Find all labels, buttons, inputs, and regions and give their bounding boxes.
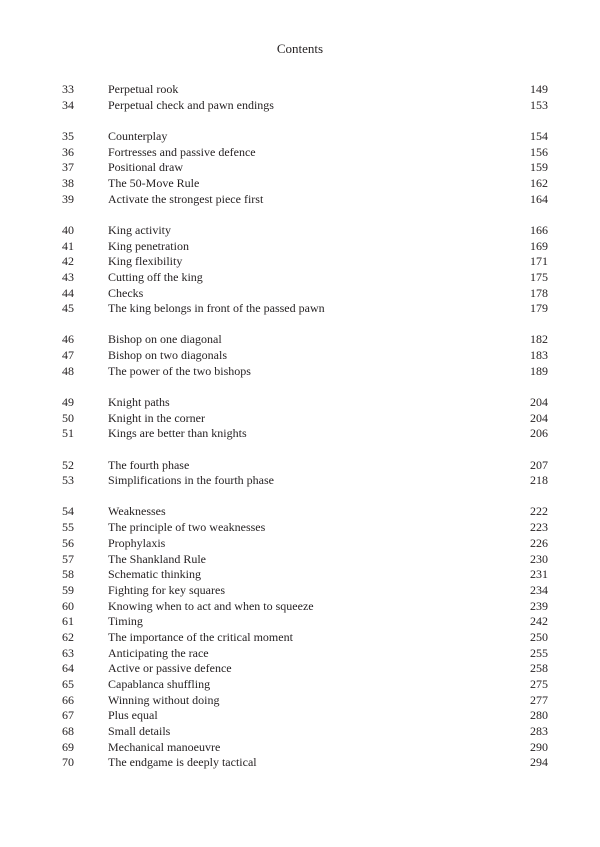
page-number: 283 (530, 724, 548, 739)
toc-entry (0, 176, 600, 192)
chapter-title: Schematic thinking (108, 567, 201, 582)
toc-entry (0, 129, 600, 145)
page-number: 294 (530, 755, 548, 770)
toc-entry (0, 473, 600, 489)
chapter-number: 33 (62, 82, 74, 96)
chapter-title: King penetration (108, 238, 189, 253)
toc-entry (0, 567, 600, 583)
chapter-title: The endgame is deeply tactical (108, 755, 257, 770)
chapter-number: 37 (62, 160, 74, 175)
chapter-number: 56 (62, 535, 74, 550)
page-number: 182 (530, 332, 548, 347)
page-number: 226 (530, 535, 548, 550)
chapter-title: Perpetual rook (108, 82, 179, 96)
page-number: 175 (530, 269, 548, 284)
toc-entry (0, 301, 600, 317)
toc-group (0, 458, 600, 489)
toc-entry (0, 286, 600, 302)
chapter-number: 66 (62, 692, 74, 707)
chapter-number: 43 (62, 269, 74, 284)
chapter-title: Fighting for key squares (108, 582, 225, 597)
page-number: 277 (530, 692, 548, 707)
chapter-number: 64 (62, 661, 74, 676)
chapter-number: 68 (62, 724, 74, 739)
page-number: 156 (530, 144, 548, 159)
page-number: 230 (530, 551, 548, 566)
chapter-title: Cutting off the king (108, 269, 203, 284)
chapter-number: 60 (62, 598, 74, 613)
page-number: 207 (530, 457, 548, 472)
chapter-title: Bishop on two diagonals (108, 348, 227, 363)
chapter-number: 42 (62, 254, 74, 269)
page-number: 231 (530, 567, 548, 582)
toc-entry (0, 239, 600, 255)
chapter-number: 48 (62, 363, 74, 378)
toc-entry (0, 254, 600, 270)
page-number: 258 (530, 661, 548, 676)
toc-group (0, 82, 600, 113)
page-number: 164 (530, 191, 548, 206)
chapter-title: Anticipating the race (108, 645, 209, 660)
page-number: 169 (530, 238, 548, 253)
chapter-number: 54 (62, 504, 74, 519)
page-number: 179 (530, 301, 548, 316)
chapter-title: Active or passive defence (108, 661, 232, 676)
chapter-title: Weaknesses (108, 504, 166, 519)
chapter-number: 50 (62, 410, 74, 425)
chapter-title: The fourth phase (108, 457, 190, 472)
page-number: 178 (530, 285, 548, 300)
toc-entry (0, 192, 600, 208)
toc-entry (0, 504, 600, 520)
chapter-number: 67 (62, 708, 74, 723)
toc-group (0, 129, 600, 207)
chapter-title: Counterplay (108, 128, 168, 143)
page-number: 290 (530, 739, 548, 754)
toc-entry (0, 630, 600, 646)
chapter-number: 52 (62, 457, 74, 472)
chapter-title: The principle of two weaknesses (108, 520, 266, 535)
toc-group (0, 223, 600, 317)
chapter-title: King activity (108, 222, 171, 237)
toc-entry (0, 614, 600, 630)
chapter-number: 65 (62, 677, 74, 691)
chapter-number: 49 (62, 395, 74, 409)
toc-entry (0, 426, 600, 442)
toc-entry (0, 145, 600, 161)
toc-entry (0, 411, 600, 427)
page-number: 171 (530, 254, 548, 269)
toc-entry (0, 552, 600, 568)
chapter-title: Knight paths (108, 395, 170, 409)
chapter-title: Capablanca shuffling (108, 677, 211, 691)
chapter-title: Timing (108, 614, 143, 629)
toc-entry (0, 740, 600, 756)
page-number: 250 (530, 629, 548, 644)
toc-entry (0, 332, 600, 348)
page-number: 183 (530, 348, 548, 363)
toc-entry (0, 160, 600, 176)
page-number: 222 (530, 504, 548, 519)
toc-entry (0, 395, 600, 411)
chapter-title: Bishop on one diagonal (108, 332, 222, 347)
page-number: 189 (530, 363, 548, 378)
chapter-title: The importance of the critical moment (108, 629, 293, 644)
chapter-title: Positional draw (108, 160, 183, 175)
page-number: 223 (530, 520, 548, 535)
chapter-number: 70 (62, 755, 74, 770)
chapter-title: King flexibility (108, 254, 183, 269)
chapter-number: 57 (62, 551, 74, 566)
page-number: 204 (530, 410, 548, 425)
chapter-number: 53 (62, 473, 74, 488)
chapter-title: Perpetual check and pawn endings (108, 97, 274, 112)
toc-entry (0, 82, 600, 98)
chapter-number: 58 (62, 567, 74, 582)
chapter-number: 44 (62, 285, 74, 300)
chapter-number: 36 (62, 144, 74, 159)
page-number: 166 (530, 222, 548, 237)
toc-entry (0, 98, 600, 114)
page-number: 204 (530, 395, 548, 409)
toc-entry (0, 520, 600, 536)
chapter-title: Mechanical manoeuvre (108, 739, 221, 754)
toc-entry (0, 270, 600, 286)
page-number: 206 (530, 426, 548, 441)
chapter-number: 45 (62, 301, 74, 316)
page-number: 239 (530, 598, 548, 613)
chapter-number: 40 (62, 222, 74, 237)
chapter-number: 39 (62, 191, 74, 206)
chapter-number: 59 (62, 582, 74, 597)
chapter-title: Activate the strongest piece first (108, 191, 264, 206)
chapter-number: 35 (62, 128, 74, 143)
page-title: Contents (276, 41, 324, 56)
chapter-title: Plus equal (108, 708, 158, 723)
chapter-number: 62 (62, 629, 74, 644)
page-number: 159 (530, 160, 548, 175)
toc-entry (0, 348, 600, 364)
toc-group (0, 504, 600, 771)
chapter-title: Knowing when to act and when to squeeze (108, 598, 314, 613)
chapter-title: Knight in the corner (108, 410, 205, 425)
chapter-title: The king belongs in front of the passed pawn (108, 301, 325, 316)
chapter-number: 46 (62, 332, 74, 347)
chapter-title: The Shankland Rule (108, 551, 206, 566)
chapter-number: 41 (62, 238, 74, 253)
chapter-number: 51 (62, 426, 74, 441)
toc-entry (0, 708, 600, 724)
page-number: 275 (530, 677, 548, 691)
chapter-number: 34 (62, 97, 74, 112)
toc-entry (0, 536, 600, 552)
chapter-title: Prophylaxis (108, 535, 166, 550)
chapter-title: Simplifications in the fourth phase (108, 473, 274, 488)
chapter-number: 61 (62, 614, 74, 629)
table-of-contents (0, 82, 600, 787)
chapter-number: 69 (62, 739, 74, 754)
page-number: 255 (530, 645, 548, 660)
chapter-number: 63 (62, 645, 74, 660)
toc-entry (0, 755, 600, 771)
page-number: 234 (530, 582, 548, 597)
toc-entry (0, 677, 600, 693)
chapter-title: Fortresses and passive defence (108, 144, 256, 159)
page-number: 149 (530, 82, 548, 96)
toc-group (0, 332, 600, 379)
chapter-title: Winning without doing (108, 692, 220, 707)
toc-entry (0, 583, 600, 599)
page-number: 280 (530, 708, 548, 723)
page-number: 162 (530, 175, 548, 190)
chapter-title: Checks (108, 285, 144, 300)
chapter-title: The power of the two bishops (108, 363, 251, 378)
chapter-title: The 50-Move Rule (108, 175, 200, 190)
toc-entry (0, 661, 600, 677)
toc-entry (0, 458, 600, 474)
toc-group (0, 395, 600, 442)
toc-entry (0, 693, 600, 709)
page-number: 242 (530, 614, 548, 629)
page-number: 154 (530, 128, 548, 143)
toc-entry (0, 364, 600, 380)
toc-entry (0, 599, 600, 615)
toc-entry (0, 646, 600, 662)
page-number: 218 (530, 473, 548, 488)
chapter-number: 55 (62, 520, 74, 535)
chapter-number: 47 (62, 348, 74, 363)
page-number: 153 (530, 97, 548, 112)
chapter-title: Kings are better than knights (108, 426, 247, 441)
chapter-number: 38 (62, 175, 74, 190)
toc-entry (0, 724, 600, 740)
chapter-title: Small details (108, 724, 171, 739)
toc-entry (0, 223, 600, 239)
